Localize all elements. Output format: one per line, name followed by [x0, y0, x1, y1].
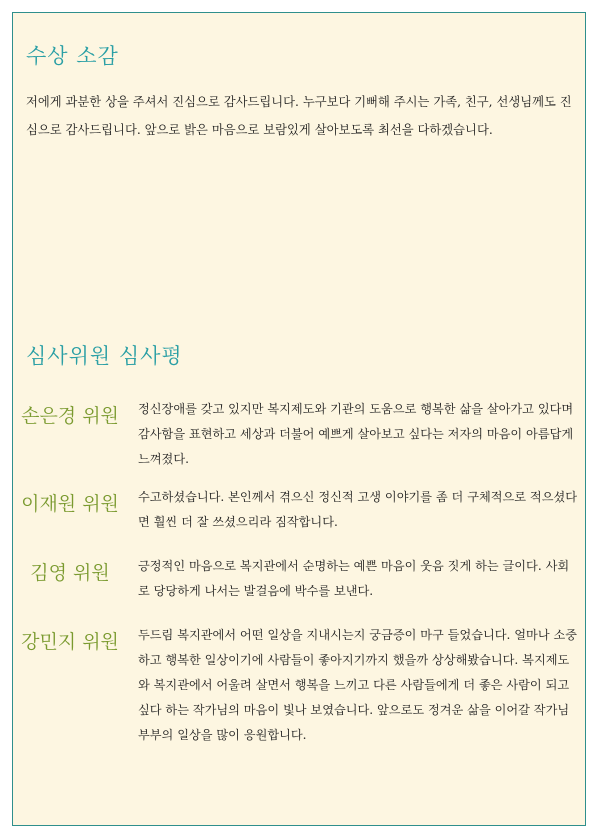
judge-comment: 수고하셨습니다. 본인께서 겪으신 정신적 고생 이야기를 좀 더 구체적으로 적으셨다면 훨씬 더 잘 쓰셨으리라 짐작합니다.: [138, 490, 578, 529]
judge-comment: 정신장애를 갖고 있지만 복지제도와 기관의 도움으로 행복한 삶을 살아가고 있다며 감사함을 표현하고 세상과 더불어 예쁘게 살아보고 싶다는 저자의 마음이 아름답게 느껴졌다.: [138, 402, 574, 466]
judges-title: 심사위원 심사평: [26, 344, 183, 368]
acceptance-title: 수상 소감: [26, 44, 119, 68]
judge-name: 손은경 위원: [21, 405, 119, 427]
acceptance-text: 저에게 과분한 상을 주셔서 진심으로 감사드립니다. 누구보다 기뻐해 주시는 가족, 친구, 선생님께도 진심으로 감사드립니다. 앞으로 밝은 마음으로 보람있게 살아보도록 최선을 다하겠습니다.: [26, 95, 572, 137]
judge-name: 이재원 위원: [21, 493, 119, 515]
judge-comment: 긍정적인 마음으로 복지관에서 순명하는 예쁜 마음이 웃음 짓게 하는 글이다. 사회로 당당하게 나서는 발걸음에 박수를 보낸다.: [138, 559, 570, 598]
judge-comment: 두드림 복지관에서 어떤 일상을 지내시는지 궁금증이 마구 들었습니다. 얼마나 소중하고 행복한 일상이기에 사람들이 좋아지기까지 했을까 상상해봤습니다. 복지제도와 복지관에서 어울려 살면서 행복을 느끼고 다른 사람들에게 더 좋은 사람이 되고 싶다 하는 작가님의 마음이 빛나 보였습니다. 앞으로도 정겨운 삶을 이어갈 작가님 부부의 일상을 많이 응원합니다.: [138, 628, 578, 742]
judge-name: 김영 위원: [30, 562, 110, 584]
judge-name: 강민지 위원: [21, 631, 119, 653]
